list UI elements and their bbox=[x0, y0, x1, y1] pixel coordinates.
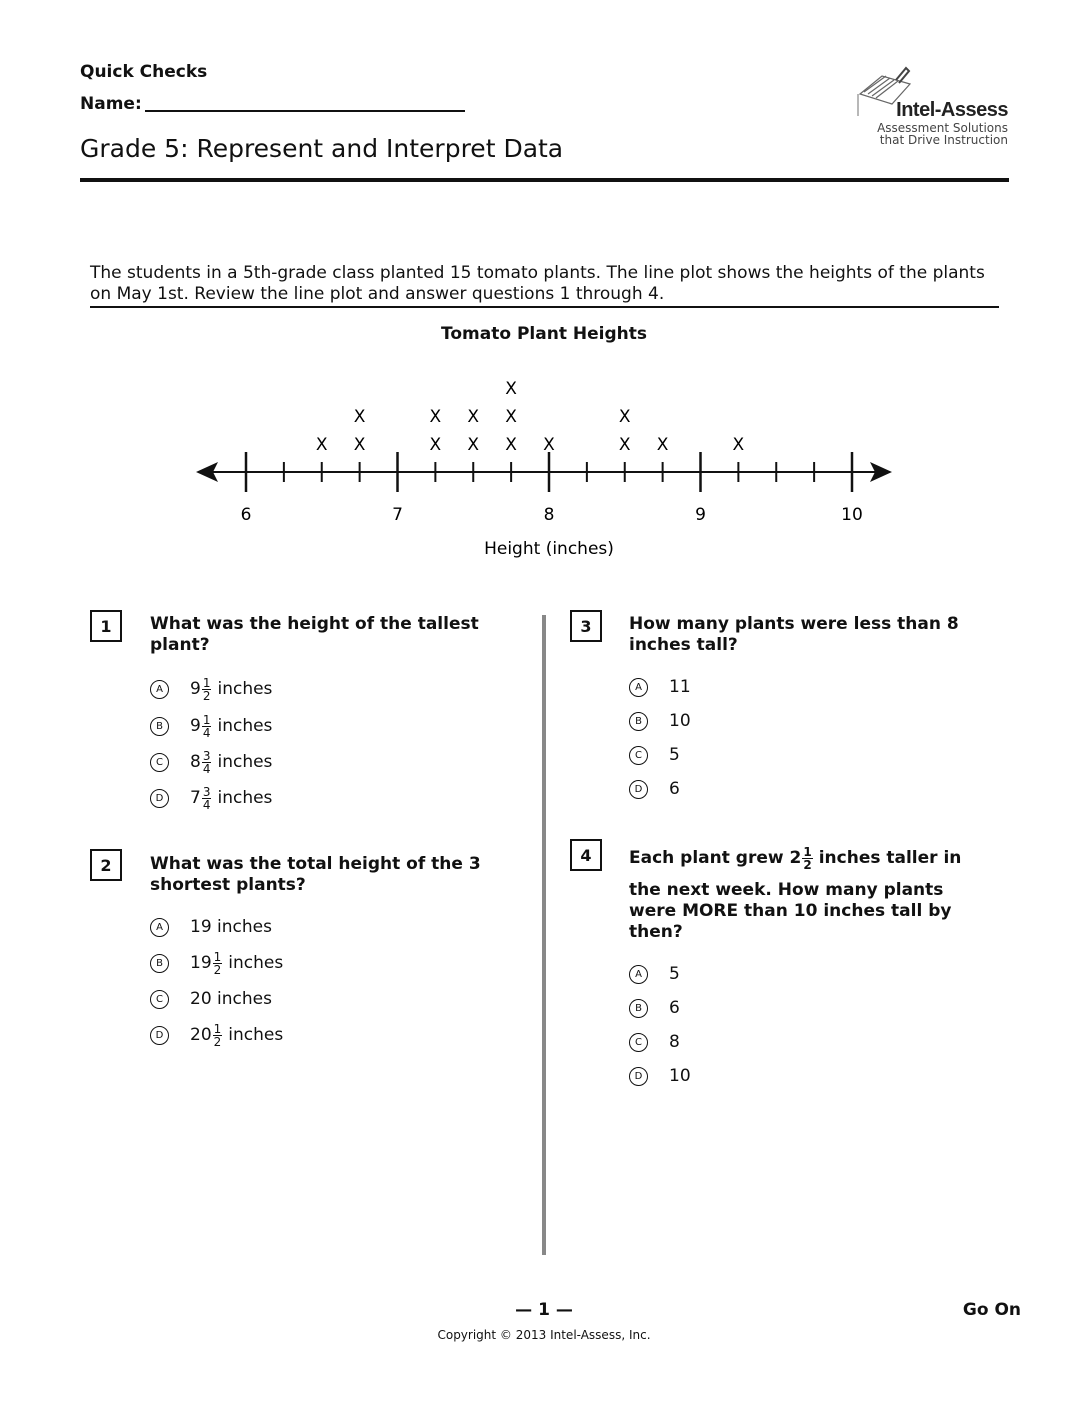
q2-option-d[interactable]: D 20 $\frac{1}{2}$ inches bbox=[150, 1016, 283, 1054]
q3-option-d[interactable]: D 6 bbox=[629, 772, 691, 806]
question-1-number: 1 bbox=[90, 610, 122, 642]
answer-bubble[interactable]: C bbox=[629, 746, 648, 765]
q2-option-b[interactable]: B 19 $\frac{1}{2}$ inches bbox=[150, 944, 283, 982]
intro-text: The students in a 5th-grade class planted 15 tomato plants. The line plot shows the heights of the plants on May 1st. Review the line plot and answer questions 1 through 4. bbox=[90, 263, 985, 304]
tick-label: 10 bbox=[841, 505, 863, 525]
tick-label: 9 bbox=[695, 505, 706, 525]
q4-option-c[interactable]: C 8 bbox=[629, 1025, 691, 1059]
answer-bubble[interactable]: D bbox=[150, 789, 169, 808]
q3-option-a[interactable]: A 11 bbox=[629, 670, 691, 704]
tick-label: 7 bbox=[392, 505, 403, 525]
answer-bubble[interactable]: A bbox=[150, 680, 169, 699]
data-x-mark: X bbox=[315, 435, 328, 455]
tick-label: 8 bbox=[543, 505, 555, 525]
q4-option-d[interactable]: D 10 bbox=[629, 1059, 691, 1093]
answer-bubble[interactable]: D bbox=[629, 780, 648, 799]
answer-bubble[interactable]: B bbox=[629, 999, 648, 1018]
data-x-mark: X bbox=[505, 435, 517, 455]
answer-bubble[interactable]: B bbox=[629, 712, 648, 731]
data-x-mark: X bbox=[656, 435, 669, 455]
header-divider bbox=[80, 178, 1009, 182]
answer-bubble[interactable]: B bbox=[150, 717, 169, 736]
q1-option-a[interactable]: A 9 $\frac{1}{2}$ inches bbox=[150, 670, 272, 708]
data-x-mark: X bbox=[353, 435, 366, 455]
page-number: — 1 — bbox=[515, 1300, 573, 1320]
data-x-mark: X bbox=[618, 407, 631, 427]
question-2-text: What was the total height of the 3 shortest plants? bbox=[150, 854, 481, 895]
question-2-number: 2 bbox=[90, 849, 122, 881]
column-divider bbox=[542, 615, 546, 1255]
line-plot bbox=[0, 360, 1088, 570]
q1-option-c[interactable]: C 8 $\frac{3}{4}$ inches bbox=[150, 744, 272, 780]
copyright: Copyright © 2013 Intel-Assess, Inc. bbox=[437, 1328, 651, 1342]
logo-tagline-1: Assessment Solutions bbox=[877, 121, 1008, 135]
question-3-options bbox=[629, 670, 691, 806]
x-axis-label: Height (inches) bbox=[484, 539, 614, 559]
name-label: Name: bbox=[80, 94, 142, 114]
question-4-text-line-1: Each plant grew 2 $\frac{1}{2}$ inches taller in bbox=[629, 845, 962, 872]
answer-bubble[interactable]: D bbox=[629, 1067, 648, 1086]
data-x-mark: X bbox=[543, 435, 555, 455]
question-4-number: 4 bbox=[570, 839, 602, 871]
data-x-mark: X bbox=[505, 379, 517, 399]
q4-option-b[interactable]: B 6 bbox=[629, 991, 691, 1025]
answer-bubble[interactable]: A bbox=[629, 965, 648, 984]
question-1-text: What was the height of the tallest plant? bbox=[150, 614, 479, 655]
data-x-mark: X bbox=[505, 407, 517, 427]
question-4-text-line-2: the next week. How many plants were MORE than 10 inches tall by then? bbox=[629, 880, 952, 942]
data-x-mark: X bbox=[732, 435, 745, 455]
answer-bubble[interactable]: D bbox=[150, 1026, 169, 1045]
answer-bubble[interactable]: C bbox=[629, 1033, 648, 1052]
data-x-mark: X bbox=[618, 435, 631, 455]
data-x-mark: X bbox=[467, 407, 480, 427]
answer-bubble[interactable]: B bbox=[150, 954, 169, 973]
logo-tagline-2: that Drive Instruction bbox=[879, 133, 1008, 147]
q3-option-c[interactable]: C 5 bbox=[629, 738, 691, 772]
answer-bubble[interactable]: A bbox=[629, 678, 648, 697]
quick-checks-label: Quick Checks bbox=[80, 62, 208, 82]
q1-option-d[interactable]: D 7 $\frac{3}{4}$ inches bbox=[150, 780, 272, 816]
q4-option-a[interactable]: A 5 bbox=[629, 957, 691, 991]
intro-divider bbox=[90, 306, 999, 308]
tick-label: 6 bbox=[240, 505, 252, 525]
answer-bubble[interactable]: A bbox=[150, 918, 169, 937]
question-4-options bbox=[629, 957, 691, 1093]
q2-option-c[interactable]: C 20 inches bbox=[150, 982, 283, 1016]
logo-wordmark: Intel-Assess bbox=[896, 99, 1008, 121]
chart-title: Tomato Plant Heights bbox=[441, 324, 647, 344]
question-3-text: How many plants were less than 8 inches tall? bbox=[629, 614, 959, 655]
page-title: Grade 5: Represent and Interpret Data bbox=[80, 134, 564, 163]
question-2-options bbox=[150, 910, 283, 1054]
q1-option-b[interactable]: B 9 $\frac{1}{4}$ inches bbox=[150, 708, 272, 744]
name-blank-line bbox=[145, 110, 465, 112]
q2-option-a[interactable]: A 19 inches bbox=[150, 910, 283, 944]
answer-bubble[interactable]: C bbox=[150, 753, 169, 772]
data-x-mark: X bbox=[429, 435, 442, 455]
data-x-mark: X bbox=[429, 407, 442, 427]
data-x-mark: X bbox=[467, 435, 480, 455]
go-on-label: Go On bbox=[962, 1300, 1021, 1320]
question-1-options bbox=[150, 670, 272, 816]
answer-bubble[interactable]: C bbox=[150, 990, 169, 1009]
data-x-mark: X bbox=[353, 407, 366, 427]
question-3-number: 3 bbox=[570, 610, 602, 642]
q3-option-b[interactable]: B 10 bbox=[629, 704, 691, 738]
